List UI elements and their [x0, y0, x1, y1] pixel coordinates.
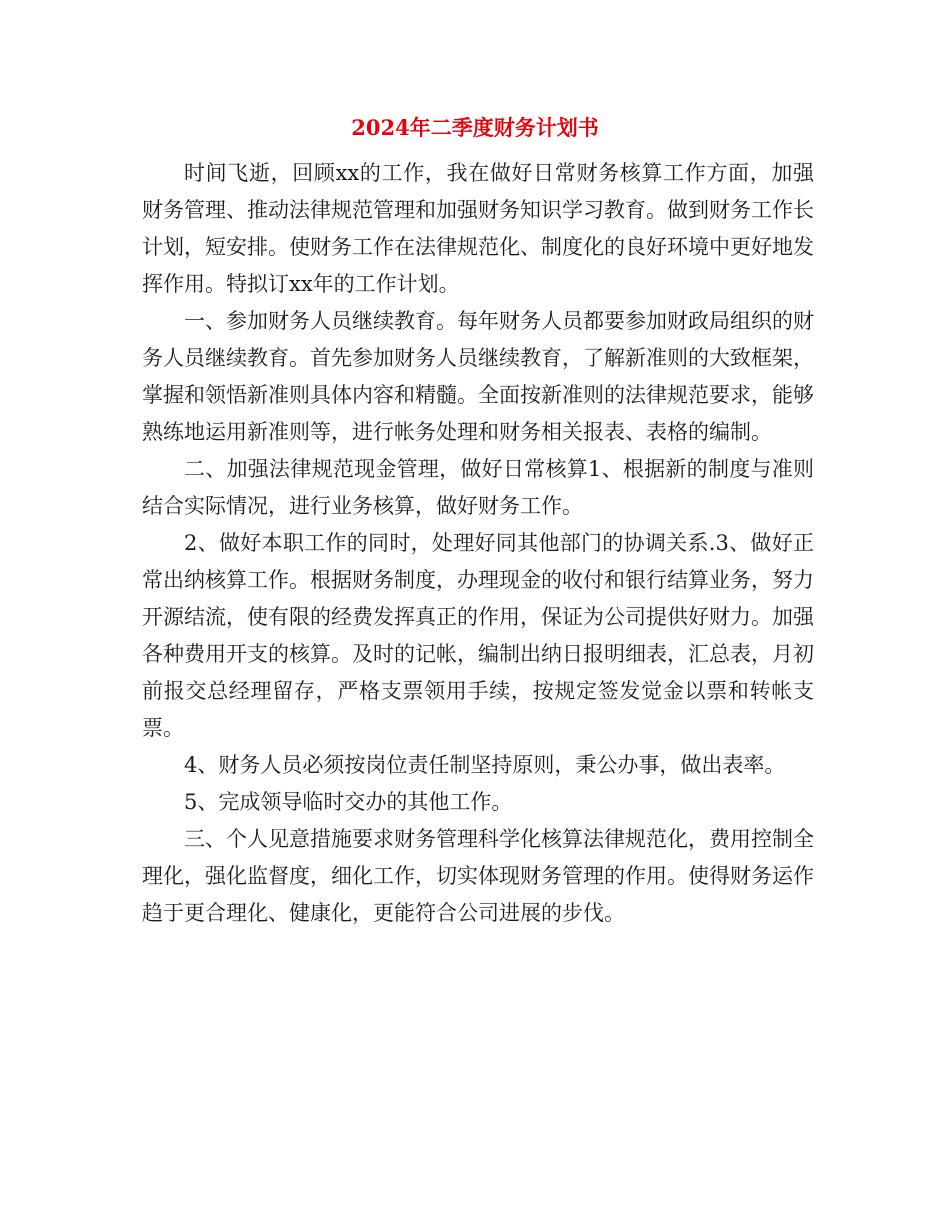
document-title: 2024年二季度财务计划书	[351, 115, 599, 140]
paragraph-item-4: 4、财务人员必须按岗位责任制坚持原则，秉公办事，做出表率。	[184, 753, 786, 777]
document-body	[142, 155, 814, 932]
paragraph-item-2-3: 2、做好本职工作的同时，处理好同其他部门的协调关系.3、做好正常出纳核算工作。根据财务制度，办理现金的收付和银行结算业务，努力开源结流，使有限的经费发挥真正的作用，保证为公司提供好财力。加强各种费用开支的核算。及时的记帐，编制出纳日报明细表，汇总表，月初前报交总经理留存，严格支票领用手续，按规定签发觉金以票和转帐支票。	[142, 531, 814, 740]
paragraph-intro: 时间飞逝，回顾xx的工作，我在做好日常财务核算工作方面，加强财务管理、推动法律规范管理和加强财务知识学习教育。做到财务工作长计划，短安排。使财务工作在法律规范化、制度化的良好环境中更好地发挥作用。特拟订xx年的工作计划。	[142, 161, 814, 296]
paragraph-section-3: 三、个人见意措施要求财务管理科学化核算法律规范化，费用控制全理化，强化监督度，细化工作，切实体现财务管理的作用。使得财务运作趋于更合理化、健康化，更能符合公司进展的步伐。	[142, 827, 814, 925]
paragraph-item-5: 5、完成领导临时交办的其他工作。	[184, 790, 513, 814]
paragraph-section-1: 一、参加财务人员继续教育。每年财务人员都要参加财政局组织的财务人员继续教育。首先参加财务人员继续教育，了解新准则的大致框架，掌握和领悟新准则具体内容和精髓。全面按新准则的法律规范要求，能够熟练地运用新准则等，进行帐务处理和财务相关报表、表格的编制。	[142, 309, 814, 444]
paragraph-section-2: 二、加强法律规范现金管理，做好日常核算1、根据新的制度与准则结合实际情况，进行业务核算，做好财务工作。	[142, 457, 814, 518]
